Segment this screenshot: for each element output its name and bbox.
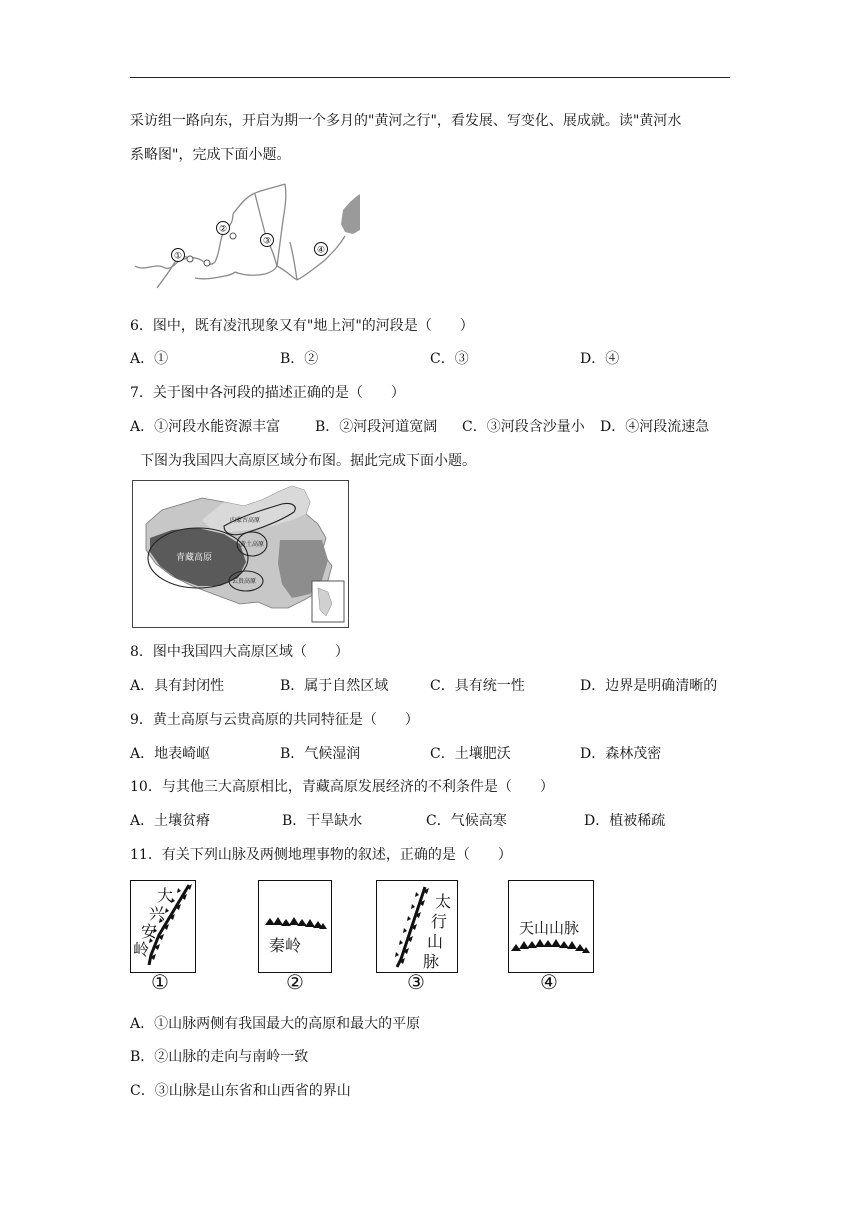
q11-stem: 11．有关下列山脉及两侧地理事物的叙述，正确的是（ ） — [130, 847, 512, 863]
q10-option-b[interactable]: B．干旱缺水 — [282, 813, 363, 829]
q8-option-a[interactable]: A．具有封闭性 — [130, 678, 225, 694]
q9-option-b[interactable]: B．气候湿润 — [280, 746, 361, 762]
mountain-1-char-1: 大 — [157, 886, 174, 905]
intro-2: 下图为我国四大高原区域分布图。据此完成下面小题。 — [140, 453, 476, 469]
mountain-3-char-1: 太 — [435, 892, 452, 911]
mountain-box-1 — [130, 880, 196, 973]
q6-stem: 6．图中，既有凌汛现象又有"地上河"的河段是（ ） — [130, 318, 474, 334]
mountain-box-3 — [376, 880, 458, 973]
q10-option-d[interactable]: D．植被稀疏 — [584, 813, 666, 829]
mountain-box-4 — [508, 880, 594, 973]
q7-option-a[interactable]: A．①河段水能资源丰富 — [130, 419, 281, 435]
q7-option-c[interactable]: C．③河段含沙量小 — [462, 419, 585, 435]
mountain-1-char-3: 安 — [141, 922, 158, 941]
river-marker-2: ② — [218, 224, 228, 235]
mountain-marker-2: ② — [286, 970, 304, 994]
q8-option-c[interactable]: C．具有统一性 — [430, 678, 525, 694]
river-marker-4: ④ — [316, 245, 326, 256]
intro-line-2: 系略图"，完成下面小题。 — [130, 147, 291, 163]
mountain-4-label: 天山山脉 — [519, 919, 580, 937]
q6-option-c[interactable]: C．③ — [430, 351, 469, 367]
q10-option-c[interactable]: C．气候高寒 — [426, 813, 507, 829]
mountain-marker-1: ① — [151, 970, 169, 994]
mountain-3-char-3: 山 — [427, 932, 444, 951]
intro-line-1: 采访组一路向东，开启为期一个多月的"黄河之行"，看发展、写变化、展成就。读"黄河水 — [130, 113, 682, 129]
mountain-marker-3: ③ — [407, 970, 425, 994]
header-rule — [130, 77, 730, 78]
q6-option-a[interactable]: A．① — [130, 351, 169, 367]
q10-option-a[interactable]: A．土壤贫瘠 — [130, 813, 211, 829]
label-huangtu: 黄土高原 — [240, 541, 265, 548]
q8-option-d[interactable]: D．边界是明确清晰的 — [580, 678, 718, 694]
q6-option-d[interactable]: D．④ — [580, 351, 620, 367]
label-neimenggu: 内蒙古高原 — [230, 517, 261, 524]
q7-option-b[interactable]: B．②河段河道宽阔 — [315, 419, 438, 435]
mountain-3-char-4: 脉 — [423, 952, 440, 971]
river-marker-1: ① — [173, 251, 183, 262]
q11-option-c[interactable]: C．③山脉是山东省和山西省的界山 — [130, 1083, 351, 1099]
mountain-box-2 — [258, 880, 332, 973]
q8-option-b[interactable]: B．属于自然区域 — [280, 678, 389, 694]
label-yungui: 云贵高原 — [232, 578, 257, 585]
yellow-river-map — [135, 180, 360, 300]
river-marker-3: ③ — [262, 236, 272, 247]
mountain-3-char-2: 行 — [431, 912, 448, 931]
q9-option-c[interactable]: C．土壤肥沃 — [430, 746, 511, 762]
q11-option-a[interactable]: A．①山脉两侧有我国最大的高原和最大的平原 — [130, 1016, 421, 1032]
q9-stem: 9．黄土高原与云贵高原的共同特征是（ ） — [130, 712, 419, 728]
mountain-marker-4: ④ — [540, 970, 558, 994]
mountain-1-char-4: 岭 — [133, 940, 150, 959]
mountain-2-label: 秦岭 — [269, 936, 302, 955]
q6-option-b[interactable]: B．② — [280, 351, 319, 367]
q9-option-d[interactable]: D．森林茂密 — [580, 746, 662, 762]
plateau-map — [132, 480, 349, 628]
label-qingzang: 青藏高原 — [176, 553, 213, 563]
mountain-1-char-2: 兴 — [149, 904, 166, 923]
q7-stem: 7．关于图中各河段的描述正确的是（ ） — [130, 385, 405, 401]
q7-option-d[interactable]: D．④河段流速急 — [600, 419, 710, 435]
q10-stem: 10．与其他三大高原相比，青藏高原发展经济的不利条件是（ ） — [130, 779, 554, 795]
q11-option-b[interactable]: B．②山脉的走向与南岭一致 — [130, 1049, 309, 1065]
q9-option-a[interactable]: A．地表崎岖 — [130, 746, 211, 762]
q8-stem: 8．图中我国四大高原区域（ ） — [130, 644, 349, 660]
